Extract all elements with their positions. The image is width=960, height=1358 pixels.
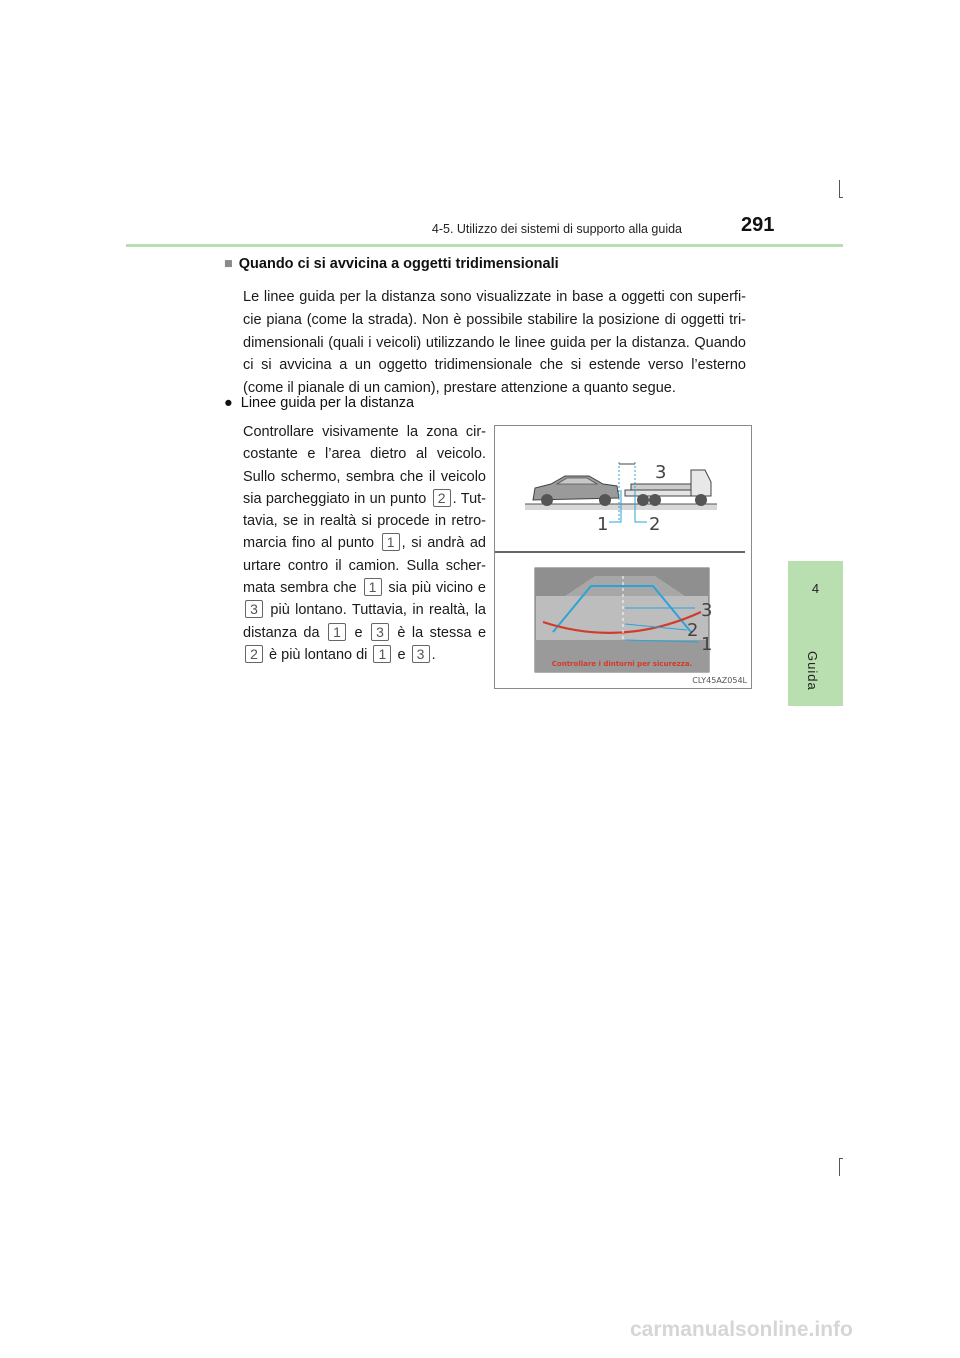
crop-mark-bottom-foot [839, 1158, 843, 1159]
callout-one-ref: 1 [364, 578, 382, 596]
side-text-9: e [397, 646, 406, 663]
car-icon [533, 476, 619, 506]
crop-mark-bottom [839, 1158, 840, 1176]
callout-two-ref: 2 [433, 489, 451, 507]
side-paragraph [243, 421, 486, 666]
side-text-4: sia più vicino e [388, 580, 486, 597]
side-text-2: . Tut-tavia, se in realtà si procede in retro-marcia fino al punto [243, 490, 486, 552]
guideline-illustration [494, 425, 752, 689]
running-header: 4-5. Utilizzo dei sistemi di supporto alla guida [431, 222, 682, 236]
callout-one-ref: 1 [382, 533, 400, 551]
side-text-6: e [354, 624, 363, 641]
bullet-dot-marker: ● [224, 395, 233, 411]
heading-square-marker: ■ [224, 256, 233, 272]
side-text-1: Controllare visivamente la zona cir-costante e l’area dietro al veicolo. Sullo schermo, sembra che il veicolo sia parcheggiato in un punto [243, 424, 486, 507]
side-text-3: , si andrà ad urtare contro il camion. Sulla scher-mata sembra che [243, 535, 486, 597]
side-text-8: è più lontano di [269, 646, 368, 663]
section-heading-text: Quando ci si avvicina a oggetti tridimensionali [238, 256, 559, 272]
callout-one-ref: 1 [373, 645, 391, 663]
chapter-tab [788, 561, 843, 706]
figure-code: CLY45AZ054L [692, 676, 747, 685]
callout-2-top: 2 [649, 514, 661, 535]
callout-2-bottom: 2 [687, 620, 699, 641]
bullet-heading [224, 395, 414, 411]
crop-mark-top-foot [839, 197, 843, 198]
callout-3-bottom: 3 [701, 600, 713, 621]
header-rule [126, 244, 843, 247]
crop-mark-top [839, 180, 840, 198]
truck-icon [625, 470, 711, 506]
illustration-svg [495, 426, 751, 688]
body-paragraph: Le linee guida per la distanza sono visualizzate in base a oggetti con superfi-cie piana (come la strada). Non è possibile stabilire la posizione di oggetti tri-dimensionali (quali i veicoli) utilizzando le linee guida per la distanza. Quando ci si avvicina a un oggetto tridimensionale che si estende verso l’esterno (come il pianale di un camion), prestare attenzione a quanto segue. [243, 289, 746, 397]
watermark: carmanualsonline.info [630, 1318, 853, 1341]
callout-1-top: 1 [597, 514, 609, 535]
side-text-5: più lontano. Tuttavia, in realtà, la distanza da [243, 602, 486, 641]
side-text-10: . [431, 646, 436, 663]
chapter-number: 4 [811, 581, 820, 596]
callout-1-bottom: 1 [701, 634, 713, 655]
screen-safety-message: Controllare i dintorni per sicurezza. [551, 660, 693, 668]
chapter-label: Guida [805, 651, 820, 691]
bullet-heading-text: Linee guida per la distanza [240, 395, 415, 411]
callout-3-top: 3 [655, 462, 667, 483]
camera-screen [535, 568, 709, 672]
section-heading [224, 256, 559, 272]
callout-three-ref: 3 [412, 645, 430, 663]
callout-two-ref: 2 [245, 645, 263, 663]
callout-one-ref: 1 [328, 623, 346, 641]
callout-three-ref: 3 [245, 600, 263, 618]
callout-three-ref: 3 [371, 623, 389, 641]
page-number: 291 [741, 214, 775, 236]
side-view-scene [525, 462, 717, 535]
side-text-7: è la stessa e [397, 624, 487, 641]
